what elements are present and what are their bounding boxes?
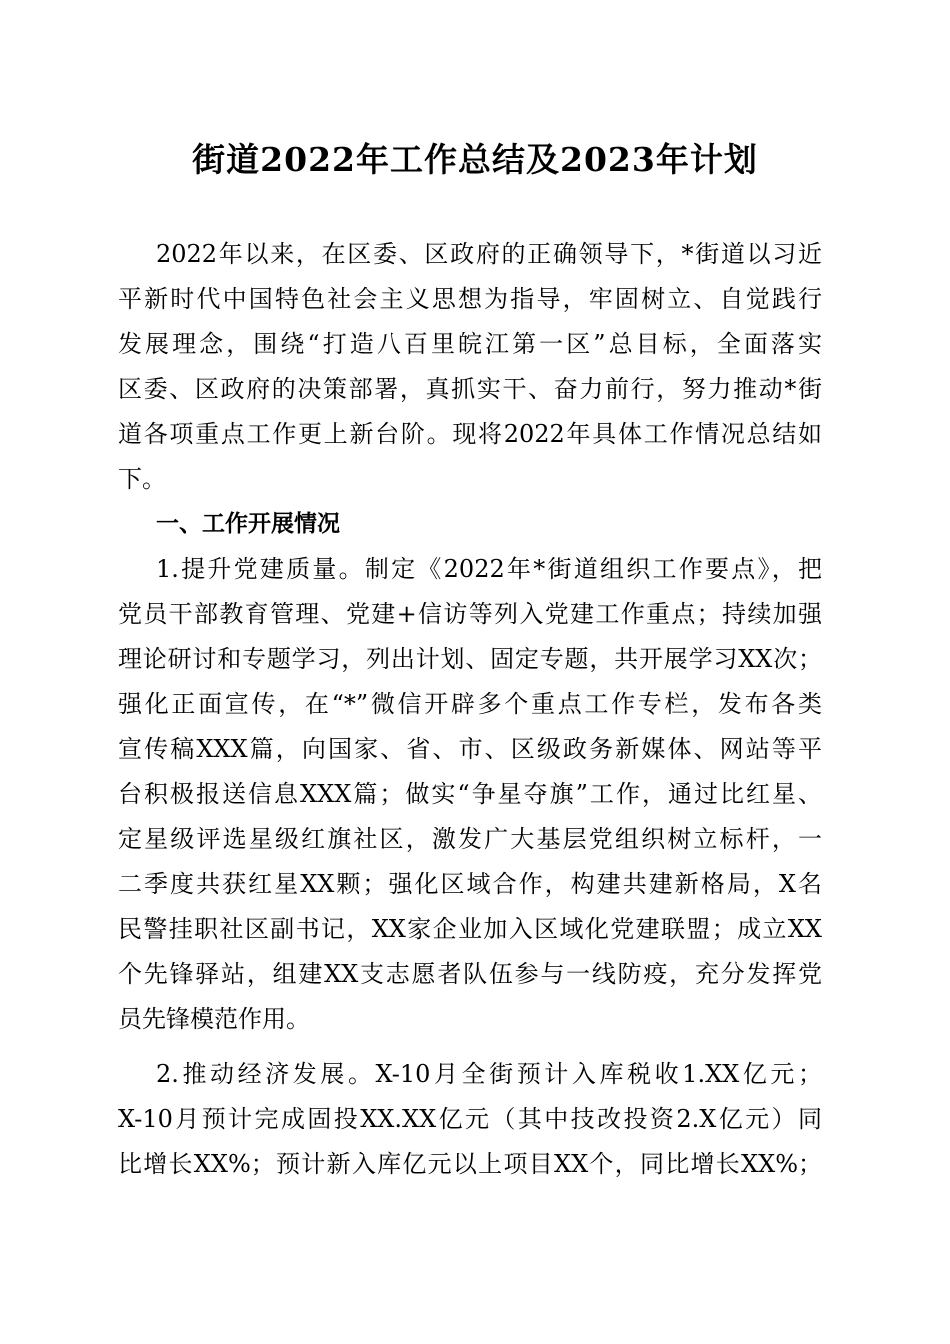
intro-line-6: 下。 — [118, 465, 166, 493]
section-heading-1: 一、工作开展情况 — [156, 511, 340, 537]
para1-line-11: 员先锋模范作用。 — [118, 1005, 310, 1033]
para2-line-2: X-10月预计完成固投XX.XX亿元（其中技改投资2.X亿元）同 — [118, 1105, 822, 1133]
para1-line-9: 民警挂职社区副书记，XX家企业加入区域化党建联盟；成立XX — [118, 915, 822, 943]
para2-line-3: 比增长XX%；预计新入库亿元以上项目XX个，同比增长XX%； — [118, 1150, 822, 1178]
intro-line-3: 发展理念，围绕“打造八百里皖江第一区”总目标，全面落实 — [118, 330, 822, 358]
para1-line-7: 定星级评选星级红旗社区，激发广大基层党组织树立标杆，一 — [118, 825, 822, 853]
intro-line-4: 区委、区政府的决策部署，真抓实干、奋力前行，努力推动*街 — [118, 375, 822, 403]
intro-line-5: 道各项重点工作更上新台阶。现将2022年具体工作情况总结如 — [118, 420, 822, 448]
para1-line-4: 强化正面宣传，在“*”微信开辟多个重点工作专栏，发布各类 — [118, 690, 822, 718]
intro-line-2: 平新时代中国特色社会主义思想为指导，牢固树立、自觉践行 — [118, 285, 822, 313]
intro-line-1: 2022年以来，在区委、区政府的正确领导下，*街道以习近 — [156, 240, 822, 268]
para1-line-3: 理论研讨和专题学习，列出计划、固定专题，共开展学习XX次； — [118, 645, 822, 673]
para1-line-1: 1.提升党建质量。制定《2022年*街道组织工作要点》，把 — [156, 555, 822, 583]
document-title: 街道2022年工作总结及2023年计划 — [192, 140, 758, 179]
para1-line-6: 台积极报送信息XXX篇；做实“争星夺旗”工作，通过比红星、 — [118, 780, 822, 808]
para1-line-5: 宣传稿XXX篇，向国家、省、市、区级政务新媒体、网站等平 — [118, 735, 822, 763]
para1-line-8: 二季度共获红星XX颗；强化区域合作，构建共建新格局，X名 — [118, 870, 822, 898]
para2-line-1: 2.推动经济发展。X-10月全街预计入库税收1.XX亿元； — [156, 1060, 822, 1088]
para1-line-2: 党员干部教育管理、党建+信访等列入党建工作重点；持续加强 — [118, 600, 822, 628]
para1-line-10: 个先锋驿站，组建XX支志愿者队伍参与一线防疫，充分发挥党 — [118, 960, 822, 988]
